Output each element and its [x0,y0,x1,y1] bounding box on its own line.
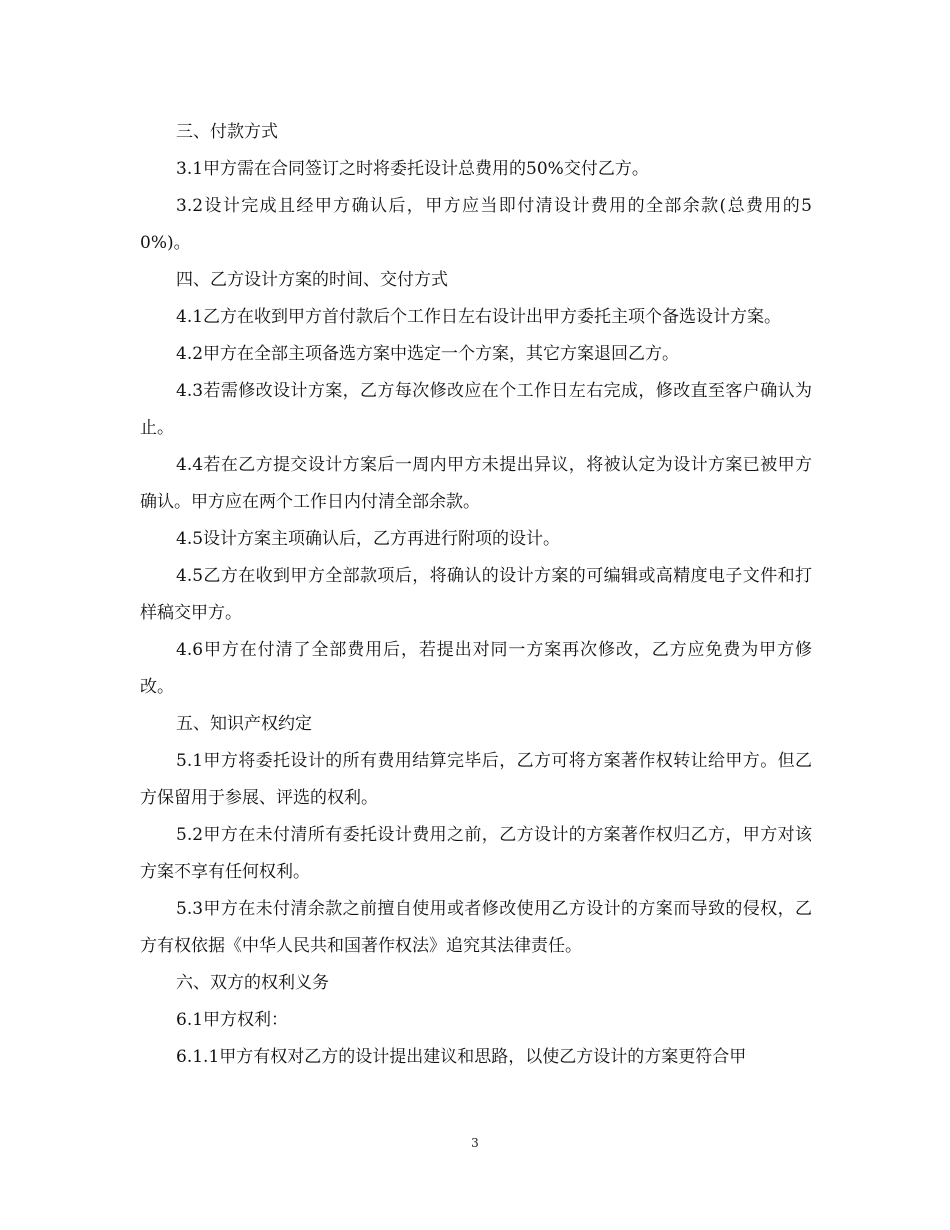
clause-6-1: 6.1甲方权利： [176,1010,289,1030]
clause-5-1: 5.1甲方将委托设计的所有费用结算完毕后，乙方可将方案著作权转让给甲方。但乙方保留用于参展、评选的权利。 [140,751,812,808]
section-heading-ip: 五、知识产权约定 [176,714,312,734]
clause-3-1: 3.1甲方需在合同签订之时将委托设计总费用的50%交付乙方。 [176,159,649,179]
clause-4-1: 4.1乙方在收到甲方首付款后个工作日左右设计出甲方委托主项个备选设计方案。 [176,307,782,327]
clause-4-2: 4.2甲方在全部主项备选方案中选定一个方案，其它方案退回乙方。 [176,344,680,364]
clause-3-2: 3.2设计完成且经甲方确认后，甲方应当即付清设计费用的全部余款(总费用的50%)。 [140,196,812,253]
document-body [140,114,812,1076]
clause-6-1-1: 6.1.1甲方有权对乙方的设计提出建议和思路，以使乙方设计的方案更符合甲 [176,1047,747,1067]
section-heading-delivery: 四、乙方设计方案的时间、交付方式 [176,270,448,290]
clause-4-3: 4.3若需修改设计方案，乙方每次修改应在个工作日左右完成，修改直至客户确认为止。 [140,381,812,438]
clause-4-5-b: 4.5乙方在收到甲方全部款项后，将确认的设计方案的可编辑或高精度电子文件和打样稿交甲方。 [140,566,812,623]
page-number: 3 [471,1136,479,1150]
clause-5-2: 5.2甲方在未付清所有委托设计费用之前，乙方设计的方案著作权归乙方，甲方对该方案不享有任何权利。 [140,825,812,882]
section-heading-payment: 三、付款方式 [176,122,278,142]
clause-4-5-a: 4.5设计方案主项确认后，乙方再进行附项的设计。 [176,529,561,549]
clause-5-3: 5.3甲方在未付清余款之前擅自使用或者修改使用乙方设计的方案而导致的侵权，乙方有权依据《中华人民共和国著作权法》追究其法律责任。 [140,899,812,956]
clause-4-4: 4.4若在乙方提交设计方案后一周内甲方未提出异议，将被认定为设计方案已被甲方确认。甲方应在两个工作日内付清全部余款。 [140,455,812,512]
clause-4-6: 4.6甲方在付清了全部费用后，若提出对同一方案再次修改，乙方应免费为甲方修改。 [140,640,812,697]
section-heading-rights: 六、双方的权利义务 [176,973,329,993]
